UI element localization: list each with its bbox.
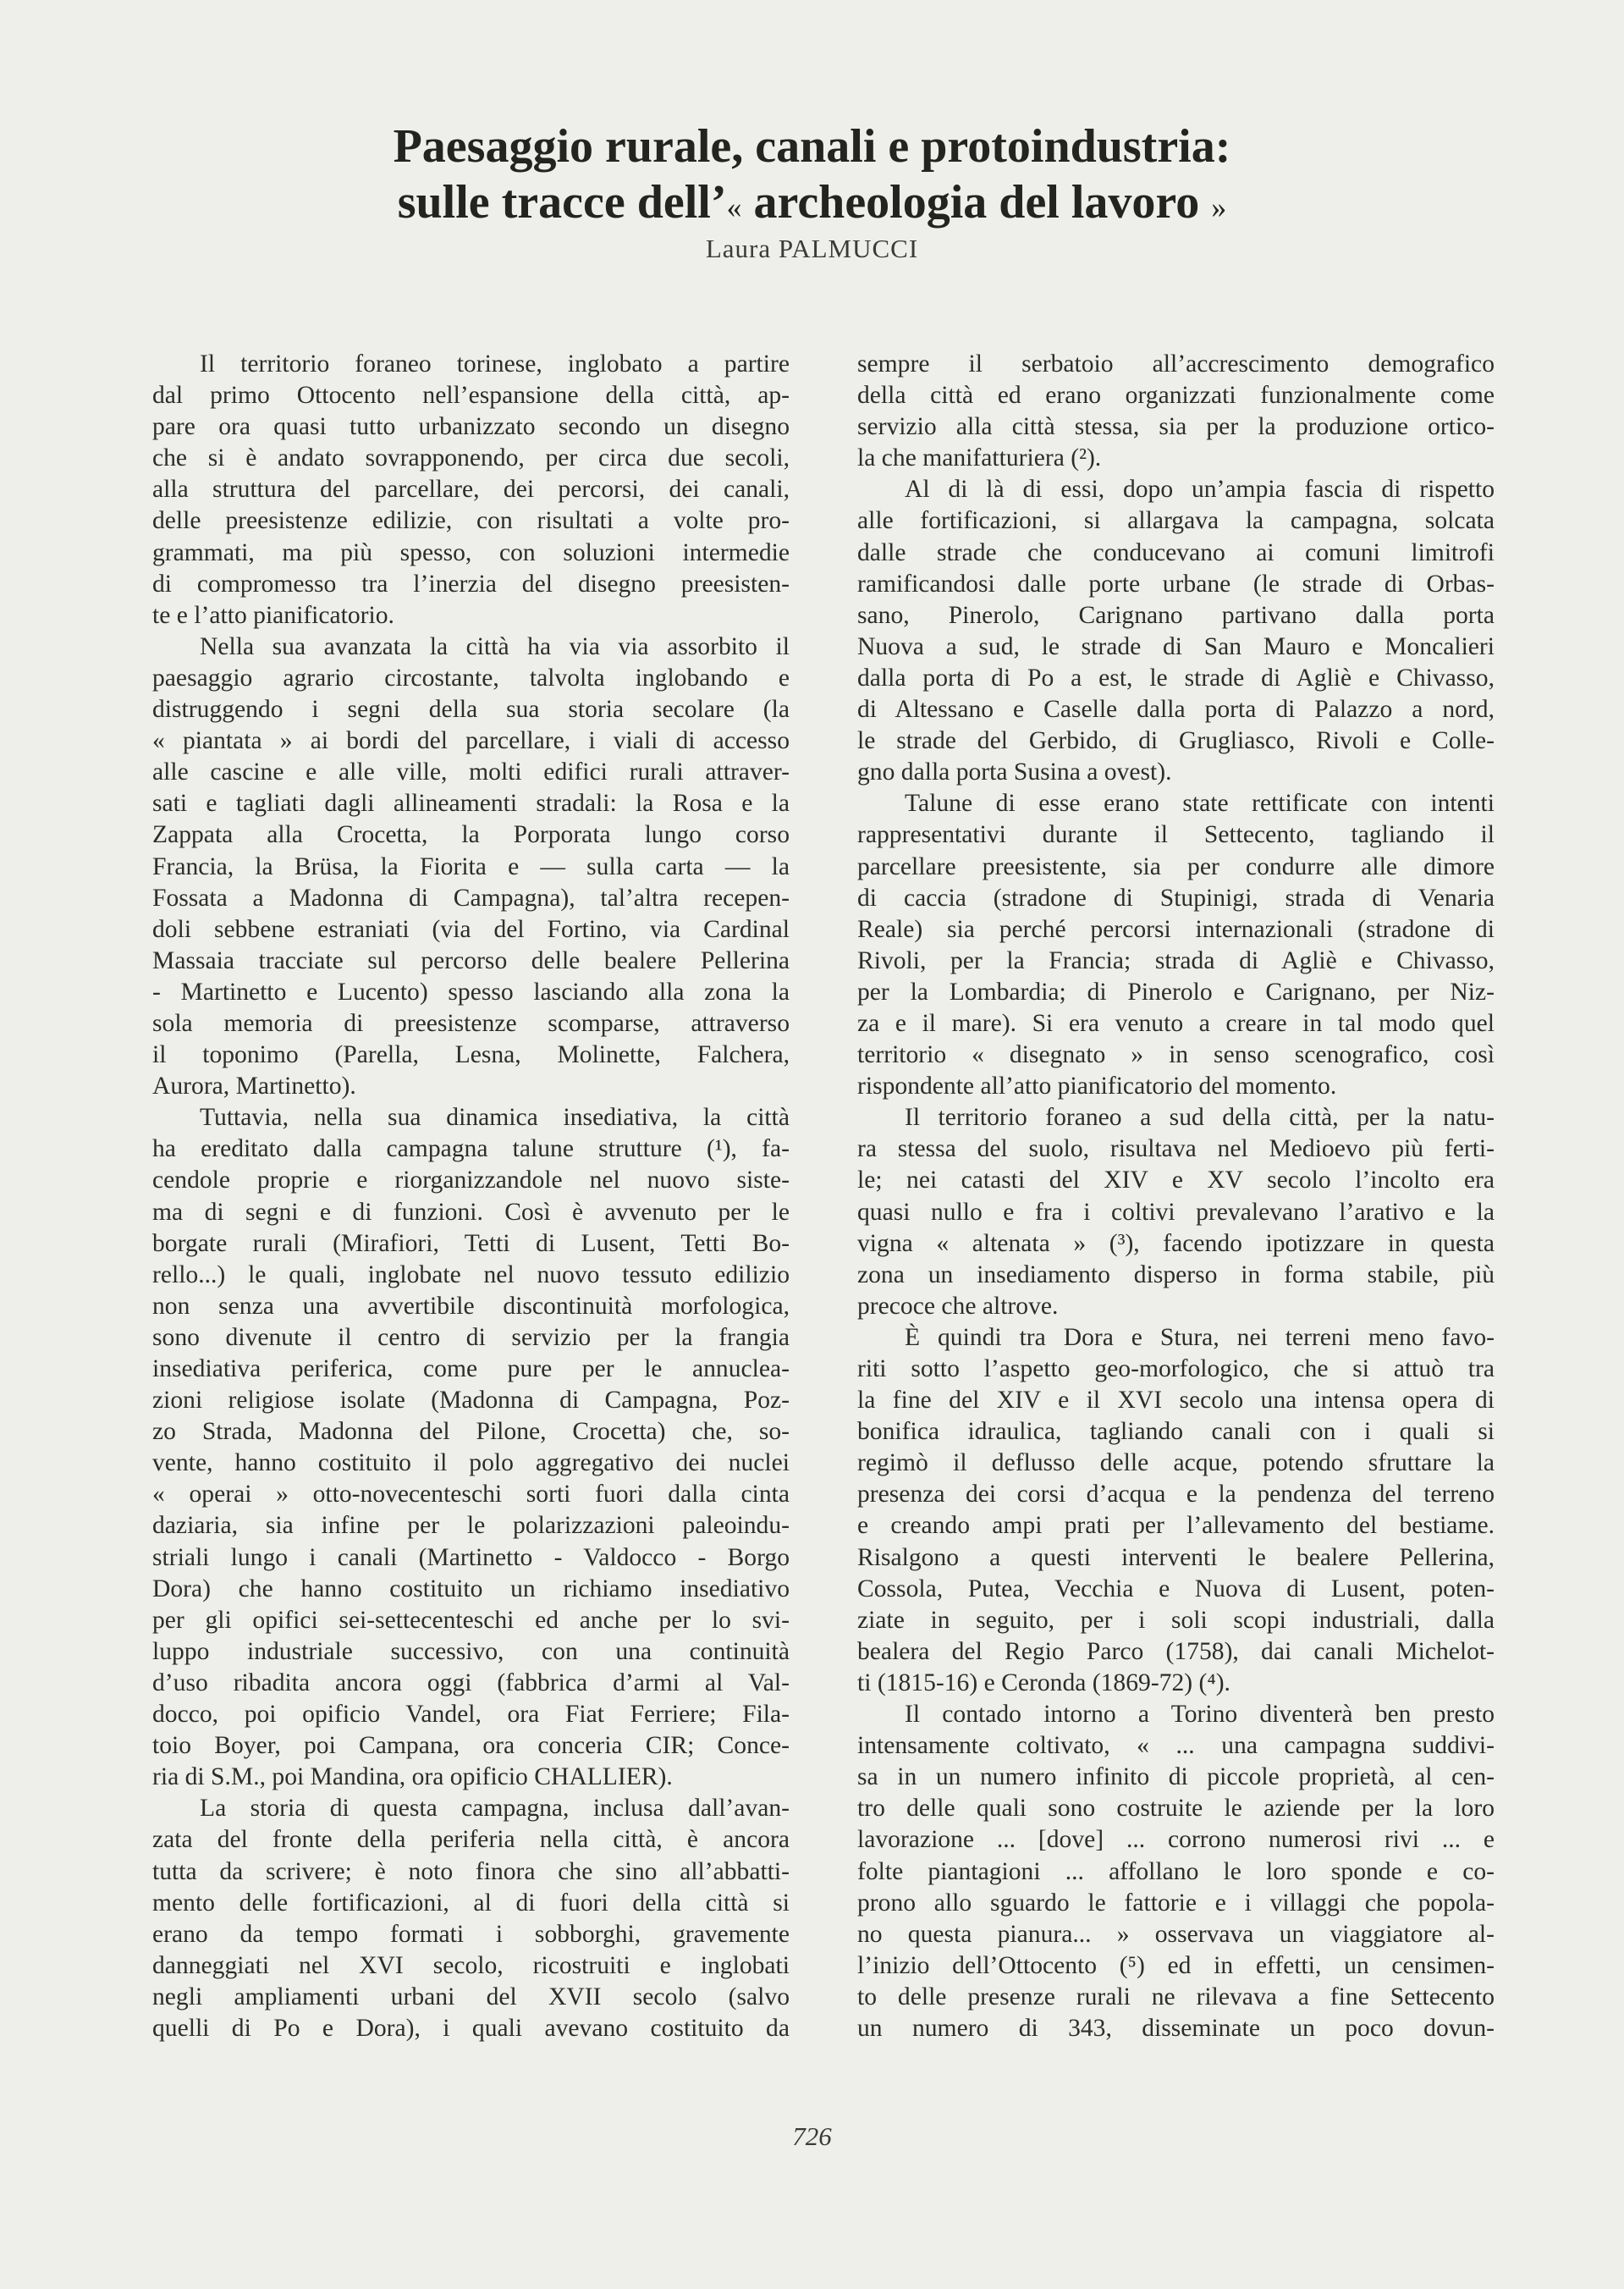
text-line: Fossata a Madonna di Campagna), tal’altra recepen- xyxy=(152,884,790,912)
text-line: Zappata alla Crocetta, la Porporata lungo corso xyxy=(152,821,790,849)
text-line: cendole proprie e riorganizzandole nel nuovo siste- xyxy=(152,1167,790,1194)
text-line: sano, Pinerolo, Carignano partivano dalla porta xyxy=(857,601,1495,629)
text-line: quelli di Po e Dora), i quali avevano costituito da xyxy=(152,2014,790,2042)
text-line: Il territorio foraneo a sud della città, per la natu- xyxy=(905,1104,1495,1132)
text-line: gno dalla porta Susina a ovest). xyxy=(857,758,1172,786)
text-line: dalle strade che conducevano ai comuni limitrofi xyxy=(857,538,1495,566)
text-line: « operai » otto-novecenteschi sorti fuori dalla cinta xyxy=(152,1481,790,1509)
text-line: to delle presenze rurali ne rilevava a fine Settecento xyxy=(857,1983,1495,2010)
text-line: sempre il serbatoio all’accrescimento demografico xyxy=(857,350,1495,378)
text-line: ziate in seguito, per i soli scopi industriali, dalla xyxy=(857,1606,1495,1634)
text-line: precoce che altrove. xyxy=(857,1292,1059,1320)
text-line: vente, hanno costituito il polo aggregativo dei nuclei xyxy=(152,1449,790,1477)
text-line: Il territorio foraneo torinese, inglobato a partire xyxy=(200,350,790,378)
text-line: Cossola, Putea, Vecchia e Nuova di Lusent, poten- xyxy=(857,1575,1495,1602)
article-title xyxy=(0,119,1624,235)
text-line: insediativa periferica, come pure per le annuclea- xyxy=(152,1355,790,1382)
text-line: Rivoli, per la Francia; strada di Agliè e Chivasso, xyxy=(857,946,1495,974)
title-line-2-prefix: sulle tracce dell’ xyxy=(397,176,727,229)
text-line: ti (1815-16) e Ceronda (1869-72) (⁴). xyxy=(857,1668,1230,1696)
text-line: riti sotto l’aspetto geo-morfologico, che si attuò tra xyxy=(857,1355,1495,1382)
text-line: alle cascine e alle ville, molti edifici rurali attraver- xyxy=(152,758,790,786)
text-line: ria di S.M., poi Mandina, ora opificio CHALLIER). xyxy=(152,1763,673,1791)
text-line: ma di segni e di funzioni. Così è avvenuto per le xyxy=(152,1198,790,1226)
text-line: « piantata » ai bordi del parcellare, i viali di accesso xyxy=(152,727,790,755)
text-line: danneggiati nel XVI secolo, ricostruiti e inglobati xyxy=(152,1951,790,1979)
title-quoted-text: archeologia del lavoro xyxy=(741,176,1212,229)
text-line: grammati, ma più spesso, con soluzioni intermedie xyxy=(152,538,790,566)
text-line: servizio alla città stessa, sia per la produzione ortico- xyxy=(857,413,1495,441)
left-text-column xyxy=(152,349,790,2044)
text-line: sati e tagliati dagli allineamenti stradali: la Rosa e la xyxy=(152,790,790,818)
text-line: lavorazione ... [dove] ... corrono numerosi rivi ... e xyxy=(857,1826,1495,1854)
text-line: rispondente all’atto pianificatorio del momento. xyxy=(857,1073,1337,1100)
text-line: sola memoria di preesistenze scomparse, attraverso xyxy=(152,1009,790,1037)
text-line: il toponimo (Parella, Lesna, Molinette, Falchera, xyxy=(152,1041,790,1069)
text-line: prono allo sguardo le fattorie e i villaggi che popola- xyxy=(857,1889,1495,1917)
text-line: quasi nullo e fra i coltivi prevalevano l’arativo e la xyxy=(857,1198,1495,1226)
author-name: Laura PALMUCCI xyxy=(705,234,919,263)
text-line: Massaia tracciate sul percorso delle bealere Pellerina xyxy=(152,946,790,974)
text-line: bonifica idraulica, tagliando canali con i quali si xyxy=(857,1418,1495,1446)
text-line: toio Boyer, poi Campana, ora conceria CIR; Conce- xyxy=(152,1732,790,1760)
text-line: - Martinetto e Lucento) spesso lasciando alla zona la xyxy=(152,978,790,1006)
text-line: È quindi tra Dora e Stura, nei terreni meno favo- xyxy=(905,1323,1495,1351)
text-line: tro delle quali sono costruite le aziende per la loro xyxy=(857,1795,1495,1823)
text-line: Tuttavia, nella sua dinamica insediativa, la città xyxy=(200,1104,790,1132)
title-close-quote: » xyxy=(1211,190,1227,224)
text-line: ramificandosi dalle porte urbane (le strade di Orbas- xyxy=(857,570,1495,598)
text-line: za e il mare). Si era venuto a creare in tal modo quel xyxy=(857,1009,1495,1037)
text-line: non senza una avvertibile discontinuità morfologica, xyxy=(152,1292,790,1320)
text-line: di Altessano e Caselle dalla porta di Palazzo a nord, xyxy=(857,696,1495,724)
text-line: Francia, la Brüsa, la Fiorita e — sulla carta — la xyxy=(152,852,790,880)
text-line: intensamente coltivato, « ... una campagna suddivi- xyxy=(857,1732,1495,1760)
text-line: folte piantagioni ... affollano le loro sponde e co- xyxy=(857,1857,1495,1885)
right-text-column xyxy=(857,349,1495,2044)
text-line: Risalgono a questi interventi le bealere Pellerina, xyxy=(857,1543,1495,1571)
text-line: sa in un numero infinito di piccole proprietà, al cen- xyxy=(857,1763,1495,1791)
text-line: Nuova a sud, le strade di San Mauro e Moncalieri xyxy=(857,632,1495,660)
text-line: rello...) le quali, inglobate nel nuovo tessuto edilizio xyxy=(152,1260,790,1288)
text-line: per gli opifici sei-settecenteschi ed anche per lo svi- xyxy=(152,1606,790,1634)
text-line: striali lungo i canali (Martinetto - Valdocco - Borgo xyxy=(152,1543,790,1571)
text-line: zona un insediamento disperso in forma stabile, più xyxy=(857,1260,1495,1288)
text-line: le; nei catasti del XIV e XV secolo l’incolto era xyxy=(857,1167,1495,1194)
text-line: Nella sua avanzata la città ha via via assorbito il xyxy=(200,632,790,660)
title-line-2 xyxy=(0,174,1624,235)
text-line: di caccia (stradone di Stupinigi, strada di Venaria xyxy=(857,884,1495,912)
text-line: vigna « altenata » (³), facendo ipotizzare in questa xyxy=(857,1229,1495,1257)
text-line: e creando ampi prati per l’allevamento del bestiame. xyxy=(857,1512,1495,1540)
text-line: zo Strada, Madonna del Pilone, Crocetta) che, so- xyxy=(152,1418,790,1446)
text-line: zata del fronte della periferia nella città, è ancora xyxy=(152,1826,790,1854)
text-line: daziaria, sia infine per le polarizzazioni paleoindu- xyxy=(152,1512,790,1540)
text-line: bealera del Regio Parco (1758), dai canali Michelot- xyxy=(857,1637,1495,1665)
text-line: d’uso ribadita ancora oggi (fabbrica d’armi al Val- xyxy=(152,1668,790,1696)
page-number: 726 xyxy=(792,2121,832,2151)
text-line: docco, poi opificio Vandel, ora Fiat Ferriere; Fila- xyxy=(152,1701,790,1729)
text-line: distruggendo i segni della sua storia secolare (la xyxy=(152,696,790,724)
text-line: La storia di questa campagna, inclusa dall’avan- xyxy=(200,1795,790,1823)
text-line: dal primo Ottocento nell’espansione della città, ap- xyxy=(152,382,790,410)
text-line: la fine del XIV e il XVI secolo una intensa opera di xyxy=(857,1387,1495,1415)
text-line: Aurora, Martinetto). xyxy=(152,1073,356,1100)
text-line: parcellare preesistente, sia per condurre alle dimore xyxy=(857,852,1495,880)
text-line: negli ampliamenti urbani del XVII secolo (salvo xyxy=(152,1983,790,2010)
text-line: doli sebbene estraniati (via del Fortino, via Cardinal xyxy=(152,915,790,943)
title-open-quote: « xyxy=(726,190,742,224)
text-line: luppo industriale successivo, con una continuità xyxy=(152,1637,790,1665)
text-line: borgate rurali (Mirafiori, Tetti di Lusent, Tetti Bo- xyxy=(152,1229,790,1257)
text-line: Reale) sia perché percorsi internazionali (stradone di xyxy=(857,915,1495,943)
text-line: Il contado intorno a Torino diventerà ben presto xyxy=(905,1701,1495,1729)
text-line: Talune di esse erano state rettificate con intenti xyxy=(905,790,1495,818)
text-line: un numero di 343, disseminate un poco dovun- xyxy=(857,2014,1495,2042)
text-line: erano da tempo formati i sobborghi, gravemente xyxy=(152,1920,790,1948)
text-line: ha ereditato dalla campagna talune strutture (¹), fa- xyxy=(152,1135,790,1163)
text-line: l’inizio dell’Ottocento (⁵) ed in effetti, un censimen- xyxy=(857,1951,1495,1979)
text-line: per la Lombardia; di Pinerolo e Carignano, per Niz- xyxy=(857,978,1495,1006)
text-line: Dora) che hanno costituito un richiamo insediativo xyxy=(152,1575,790,1602)
text-line: pare ora quasi tutto urbanizzato secondo un disegno xyxy=(152,413,790,441)
text-line: ra stessa del suolo, risultava nel Medioevo più ferti- xyxy=(857,1135,1495,1163)
text-line: Al di là di essi, dopo un’ampia fascia di rispetto xyxy=(905,476,1495,504)
text-line: alle fortificazioni, si allargava la campagna, solcata xyxy=(857,507,1495,535)
title-line-1: Paesaggio rurale, canali e protoindustria: xyxy=(393,120,1231,173)
text-line: alla struttura del parcellare, dei percorsi, dei canali, xyxy=(152,476,790,504)
text-line: presenza dei corsi d’acqua e la pendenza del terreno xyxy=(857,1481,1495,1509)
text-line: zioni religiose isolate (Madonna di Campagna, Poz- xyxy=(152,1387,790,1415)
text-line: territorio « disegnato » in senso scenografico, così xyxy=(857,1041,1495,1069)
text-line: che si è andato sovrapponendo, per circa due secoli, xyxy=(152,444,790,472)
text-line: paesaggio agrario circostante, talvolta inglobando e xyxy=(152,664,790,692)
text-line: tutta da scrivere; è noto finora che sino all’abbatti- xyxy=(152,1857,790,1885)
text-line: della città ed erano organizzati funzionalmente come xyxy=(857,382,1495,410)
text-line: le strade del Gerbido, di Grugliasco, Rivoli e Colle- xyxy=(857,727,1495,755)
text-line: la che manifatturiera (²). xyxy=(857,444,1102,472)
text-line: te e l’atto pianificatorio. xyxy=(152,601,394,629)
text-line: sono divenute il centro di servizio per la frangia xyxy=(152,1323,790,1351)
text-line: no questa pianura... » osservava un viaggiatore al- xyxy=(857,1920,1495,1948)
text-line: dalla porta di Po a est, le strade di Agliè e Chivasso, xyxy=(857,664,1495,692)
text-line: delle preesistenze edilizie, con risultati a volte pro- xyxy=(152,507,790,535)
text-line: rappresentativi durante il Settecento, tagliando il xyxy=(857,821,1495,849)
text-line: regimò il deflusso delle acque, potendo sfruttare la xyxy=(857,1449,1495,1477)
text-line: mento delle fortificazioni, al di fuori della città si xyxy=(152,1889,790,1917)
text-line: di compromesso tra l’inerzia del disegno preesisten- xyxy=(152,570,790,598)
